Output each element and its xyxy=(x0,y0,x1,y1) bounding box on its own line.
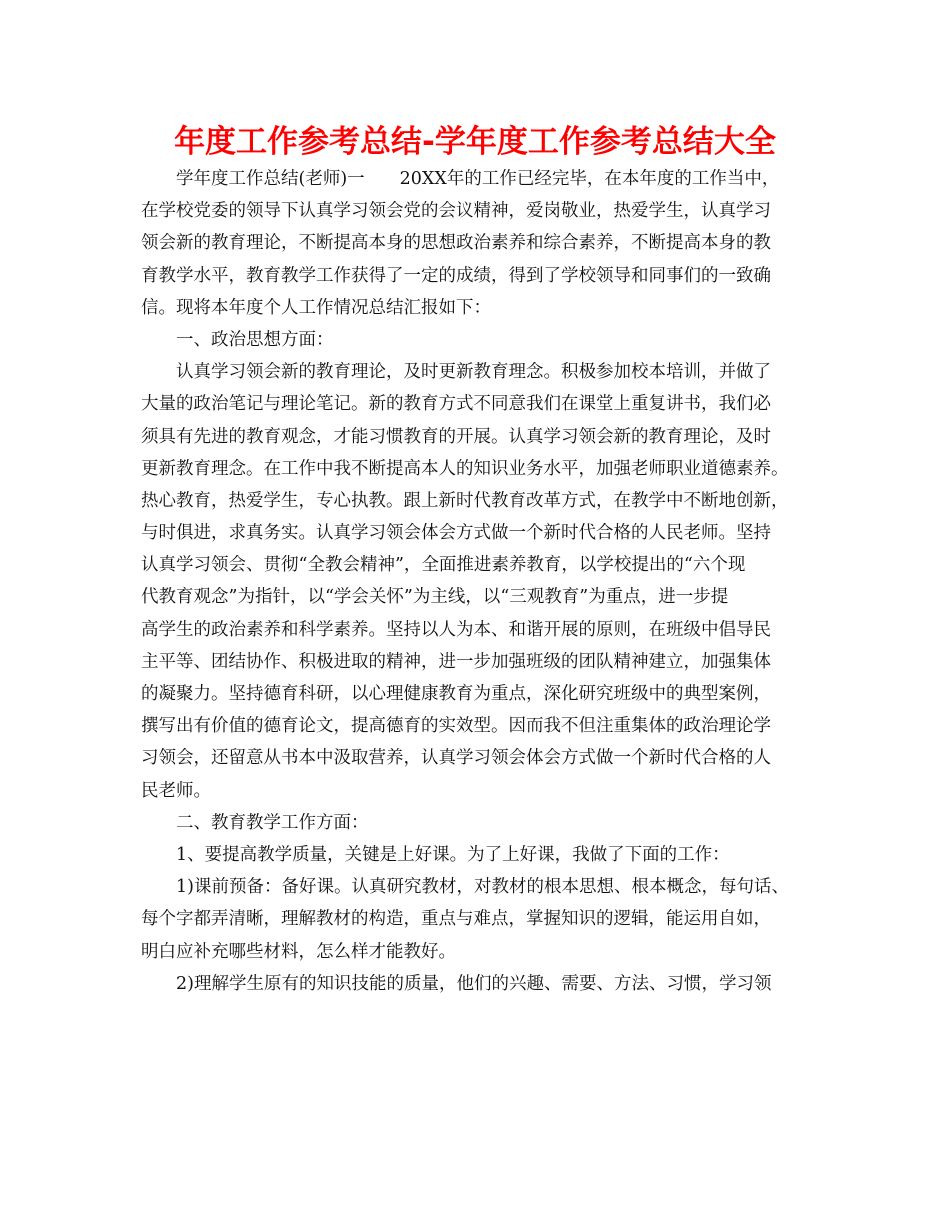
paragraph-line: 民老师。 xyxy=(141,780,211,801)
paragraph-line: 热心教育，热爱学生，专心执教。跟上新时代教育改革方式，在教学中不断地创新， xyxy=(141,490,789,511)
document-body xyxy=(141,163,831,1000)
section-heading: 一、政治思想方面： xyxy=(176,329,334,350)
paragraph-line: 2)理解学生原有的知识技能的质量，他们的兴趣、需要、方法、习惯，学习领 xyxy=(176,973,772,994)
paragraph-line: 大量的政治笔记与理论笔记。新的教育方式不同意我们在课堂上重复讲书，我们必 xyxy=(141,394,771,415)
paragraph-line: 与时俱进，求真务实。认真学习领会体会方式做一个新时代合格的人民老师。坚持 xyxy=(141,523,771,544)
paragraph-line: 每个字都弄清晰，理解教材的构造，重点与难点，掌握知识的逻辑，能运用自如， xyxy=(141,909,771,930)
paragraph-line: 高学生的政治素养和科学素养。坚持以人为本、和谐开展的原则，在班级中倡导民 xyxy=(141,619,771,640)
paragraph-line: 代教育观念”为指针，以“学会关怀”为主线，以“三观教育”为重点，进一步提 xyxy=(141,587,729,608)
paragraph-line: 信。现将本年度个人工作情况总结汇报如下： xyxy=(141,297,491,318)
paragraph-line: 认真学习领会、贯彻“全教会精神”，全面推进素养教育，以学校提出的“六个现 xyxy=(141,555,746,576)
paragraph-line: 1)课前预备：备好课。认真研究教材，对教材的根本思想、根本概念，每句话、 xyxy=(176,877,789,898)
paragraph-line: 领会新的教育理论，不断提高本身的思想政治素养和综合素养，不断提高本身的教 xyxy=(141,233,771,254)
paragraph-line: 1、要提高教学质量，关键是上好课。为了上好课，我做了下面的工作： xyxy=(176,844,730,865)
document-title: 年度工作参考总结-学年度工作参考总结大全 xyxy=(174,124,776,160)
paragraph-line: 的凝聚力。坚持德育科研，以心理健康教育为重点，深化研究班级中的典型案例， xyxy=(141,684,771,704)
paragraph-line: 主平等、团结协作、积极进取的精神，进一步加强班级的团队精神建立，加强集体 xyxy=(141,651,771,672)
paragraph-line: 在学校党委的领导下认真学习领会党的会议精神，爱岗敬业，热爱学生，认真学习 xyxy=(141,201,771,222)
paragraph-line: 习领会，还留意从书本中汲取营养，认真学习领会体会方式做一个新时代合格的人 xyxy=(141,748,771,769)
paragraph-line: 须具有先进的教育观念，才能习惯教育的开展。认真学习领会新的教育理论，及时 xyxy=(141,426,771,447)
section-heading: 二、教育教学工作方面： xyxy=(176,812,369,833)
paragraph-line: 认真学习领会新的教育理论，及时更新教育理念。积极参加校本培训，并做了 xyxy=(176,362,771,383)
paragraph-line: 学年度工作总结(老师)一 20XX年的工作已经完毕，在本年度的工作当中， xyxy=(176,169,780,189)
paragraph-line: 更新教育理念。在工作中我不断提高本人的知识业务水平，加强老师职业道德素养。 xyxy=(141,458,789,479)
paragraph-line: 育教学水平，教育教学工作获得了一定的成绩，得到了学校领导和同事们的一致确 xyxy=(141,265,771,286)
paragraph-line: 撰写出有价值的德育论文，提高德育的实效型。因而我不但注重集体的政治理论学 xyxy=(141,716,771,737)
paragraph-line: 明白应补充哪些材料，怎么样才能教好。 xyxy=(141,941,456,962)
